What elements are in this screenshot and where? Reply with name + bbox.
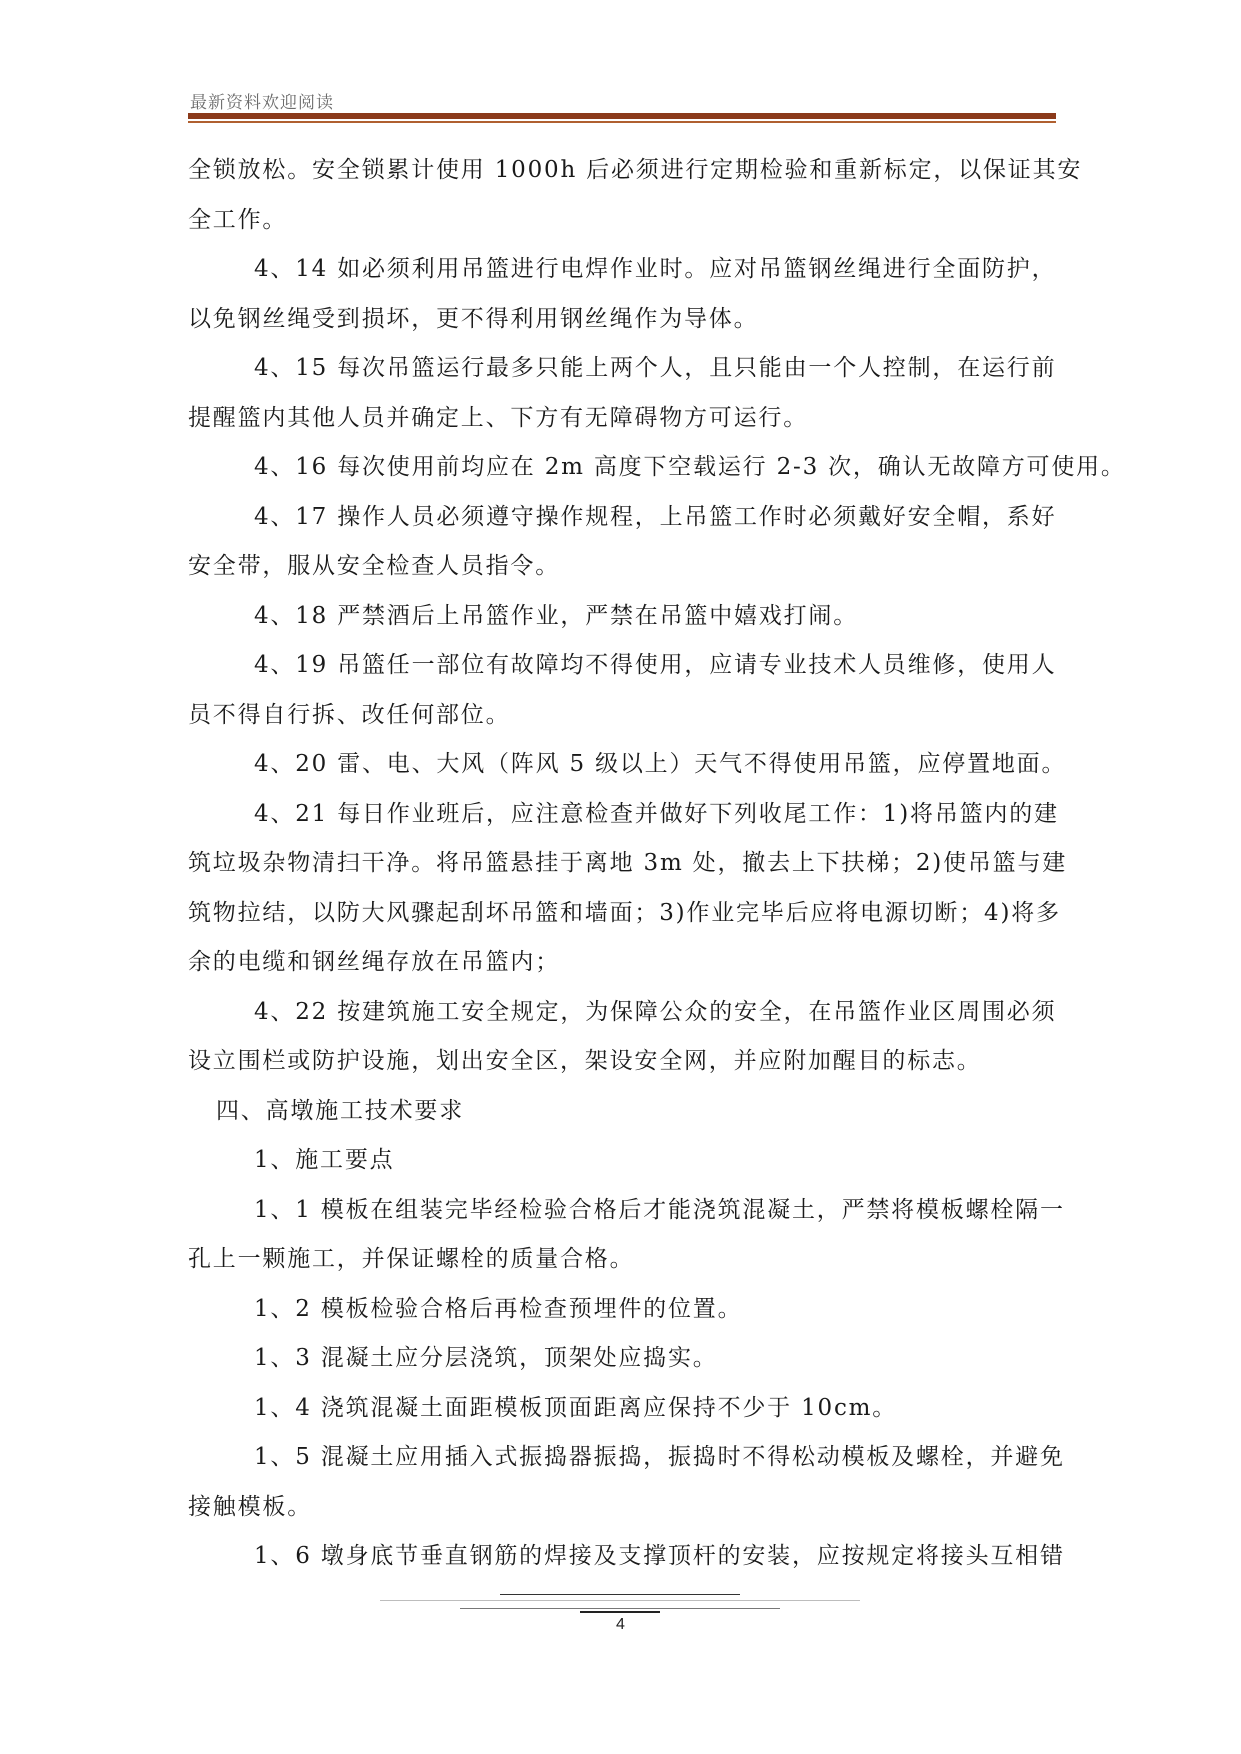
footer-rule: [580, 1611, 660, 1613]
section-heading-4: 四、高墩施工技术要求: [216, 1097, 464, 1124]
body-line: 全工作。: [188, 206, 288, 233]
clause-1-3: 1、3 混凝土应分层浇筑，顶架处应捣实。: [254, 1345, 718, 1371]
clause-4-14: 4、14 如必须利用吊篮进行电焊作业时。应对吊篮钢丝绳进行全面防护，: [254, 256, 1057, 282]
clause-4-20: 4、20 雷、电、大风（阵风 5 级以上）天气不得使用吊篮，应停置地面。: [254, 751, 1067, 777]
clause-4-16: 4、16 每次使用前均应在 2m 高度下空载运行 2-3 次，确认无故障方可使用。: [254, 454, 1126, 480]
page-header-text: 最新资料欢迎阅读: [190, 93, 334, 113]
clause-1-6: 1、6 墩身底节垂直钢筋的焊接及支撑顶杆的安装，应按规定将接头互相错: [254, 1543, 1065, 1569]
body-line: 接触模板。: [188, 1493, 312, 1520]
clause-4-18: 4、18 严禁酒后上吊篮作业，严禁在吊篮中嬉戏打闹。: [254, 602, 859, 629]
body-line: 筑垃圾杂物清扫干净。将吊篮悬挂于离地 3m 处，撤去上下扶梯；2)使吊篮与建: [188, 850, 1068, 876]
body-line: 孔上一颗施工，并保证螺栓的质量合格。: [188, 1246, 635, 1272]
clause-4-22: 4、22 按建筑施工安全规定，为保障公众的安全，在吊篮作业区周围必须: [254, 998, 1057, 1025]
footer-rule: [380, 1600, 860, 1601]
body-line: 筑物拉结，以防大风骤起刮坏吊篮和墙面；3)作业完毕后应将电源切断；4)将多: [188, 899, 1061, 926]
clause-1-4: 1、4 浇筑混凝土面距模板顶面距离应保持不少于 10cm。: [254, 1394, 898, 1421]
header-rule-thick: [188, 113, 1056, 119]
clause-4-19: 4、19 吊篮任一部位有故障均不得使用，应请专业技术人员维修，使用人: [254, 652, 1057, 678]
subsection-heading-1: 1、施工要点: [254, 1147, 395, 1173]
body-line: 以免钢丝绳受到损坏，更不得利用钢丝绳作为导体。: [188, 305, 759, 332]
body-line: 全锁放松。安全锁累计使用 1000h 后必须进行定期检验和重新标定，以保证其安: [188, 157, 1083, 183]
footer-rule: [500, 1594, 740, 1595]
clause-4-21: 4、21 每日作业班后，应注意检查并做好下列收尾工作：1)将吊篮内的建: [254, 800, 1059, 827]
page-number: 4: [616, 1616, 625, 1633]
body-line: 余的电缆和钢丝绳存放在吊篮内；: [188, 949, 560, 975]
header-rule-thin: [188, 121, 1056, 123]
body-line: 员不得自行拆、改任何部位。: [188, 701, 511, 728]
body-line: 设立围栏或防护设施，划出安全区，架设安全网，并应附加醒目的标志。: [188, 1048, 982, 1074]
clause-1-5: 1、5 混凝土应用插入式振捣器振捣，振捣时不得松动模板及螺栓，并避免: [254, 1444, 1065, 1470]
clause-4-15: 4、15 每次吊篮运行最多只能上两个人，且只能由一个人控制，在运行前: [254, 355, 1057, 381]
clause-1-1: 1、1 模板在组装完毕经检验合格后才能浇筑混凝土，严禁将模板螺栓隔一: [254, 1196, 1065, 1223]
body-line: 安全带，服从安全检查人员指令。: [188, 553, 560, 579]
footer-rule: [460, 1608, 780, 1609]
clause-1-2: 1、2 模板检验合格后再检查预埋件的位置。: [254, 1295, 743, 1322]
body-line: 提醒篮内其他人员并确定上、下方有无障碍物方可运行。: [188, 404, 808, 431]
document-body: [188, 157, 1126, 1594]
clause-4-17: 4、17 操作人员必须遵守操作规程，上吊篮工作时必须戴好安全帽，系好: [254, 503, 1057, 530]
